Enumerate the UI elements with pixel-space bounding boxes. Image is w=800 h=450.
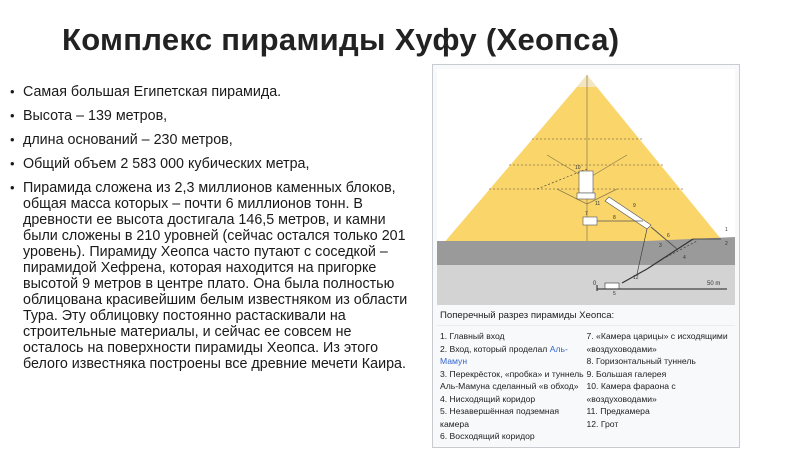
legend-item: 2. Вход, который проделал Аль-Мамун [440, 343, 568, 366]
list-item: • Высота – 139 метров, [10, 108, 415, 124]
legend-item: 3. Перекрёсток, «пробка» и туннель Аль-Мамуна сделанный «в обход» [440, 368, 584, 391]
caption-title: Поперечный разрез пирамиды Хеопса: [437, 307, 735, 326]
label-3: 3 [659, 243, 662, 249]
legend-item: 9. Большая галерея [586, 368, 667, 379]
legend-item: 5. Незавершённая подземная камера [440, 406, 560, 429]
list-item: • Самая большая Египетская пирамида. [10, 84, 415, 100]
label-8: 8 [613, 215, 616, 221]
legend-item: 11. Предкамера [586, 406, 650, 416]
label-12: 12 [633, 275, 639, 281]
legend-item: 4. Нисходящий коридор [440, 393, 536, 404]
list-item: • Пирамида сложена из 2,3 миллионов каменных блоков, общая масса которых – почти 6 миллионов тонн. В древности ее высота достигала 146,5 метров, и камни были сложены в 210 уровней (сейчас остался только 201 уровень). Пирамиду Хеопса часто путают с соседкой – пирамидой Хефрена, которая находится на пригорке высотой 9 метров в центре плато. Она была полностью облицована красивейшим белым известняком из области Тура. Эту облицовку постоянно растаскивали на строительные материалы, и сейчас ее совсем не осталось на поверхности пирамиды Хеопса. Из этого белого известняка построены все древние мечети Каира. [10, 180, 415, 372]
pyramid-cross-section [437, 69, 735, 305]
legend-item: 1. Главный вход [440, 331, 505, 341]
pyramid-diagram-svg [437, 69, 735, 305]
label-7: 7 [585, 211, 588, 217]
list-item: • длина оснований – 230 метров, [10, 132, 415, 148]
label-10: 10 [575, 165, 581, 171]
list-item: • Общий объем 2 583 000 кубических метра, [10, 156, 415, 172]
label-6: 6 [667, 233, 670, 239]
legend-item: 7. «Камера царицы» с исходящими «воздуховодами» [586, 331, 728, 354]
page-title: Комплекс пирамиды Хуфу (Хеопса) [62, 22, 620, 57]
kings-chamber [579, 171, 593, 193]
scale-start: 0 [593, 281, 597, 287]
label-11: 11 [595, 201, 601, 207]
label-2: 2 [725, 241, 728, 247]
legend-right-column [587, 330, 734, 443]
al-mamun-link[interactable]: Аль-Мамун [440, 343, 568, 366]
label-4: 4 [683, 255, 686, 261]
queens-chamber [583, 217, 597, 225]
legend-item: 8. Горизонтальный туннель [586, 356, 696, 366]
legend-item: 6. Восходящий коридор [440, 431, 535, 441]
pyramid-figure [432, 64, 740, 448]
legend-left-column [440, 330, 587, 443]
legend [437, 326, 735, 443]
figure-caption [437, 307, 735, 443]
fact-list [10, 84, 415, 380]
label-5: 5 [613, 291, 616, 297]
label-1: 1 [725, 227, 728, 233]
label-9: 9 [633, 203, 636, 209]
subterranean-chamber [605, 283, 619, 289]
legend-item: 12. Грот [586, 418, 619, 429]
legend-item: 10. Камера фараона с «воздуховодами» [586, 381, 676, 404]
scale-end: 50 m [707, 281, 721, 287]
